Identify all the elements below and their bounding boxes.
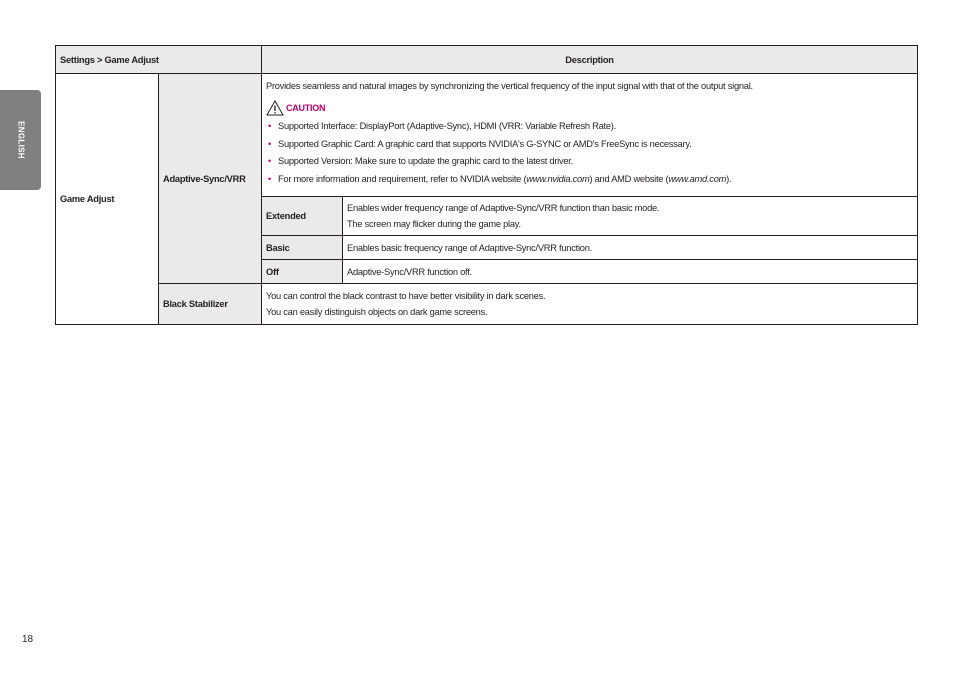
description-line: You can control the black contrast to have better visibility in dark scenes.	[266, 291, 546, 301]
caution-list	[266, 118, 913, 188]
description-line: Enables wider frequency range of Adaptive-Sync/VRR function than basic mode.	[347, 203, 660, 213]
header-settings: Settings > Game Adjust	[56, 46, 262, 74]
setting-black-stabilizer: Black Stabilizer	[159, 284, 262, 325]
bullet-icon: •	[268, 156, 272, 166]
adaptive-sync-intro: Provides seamless and natural images by synchronizing the vertical frequency of the input signal with that of the output signal.	[266, 81, 753, 91]
option-basic: Basic	[262, 236, 343, 260]
bullet-icon: •	[268, 121, 272, 131]
bullet-text: Supported Graphic Card: A graphic card that supports NVIDIA's G-SYNC or AMD's FreeSync is necessary.	[278, 138, 692, 149]
bullet-text: Supported Interface: DisplayPort (Adaptive-Sync), HDMI (VRR: Variable Refresh Rate).	[278, 121, 616, 131]
bullet-text-part: ) and AMD website (	[589, 173, 669, 184]
option-off: Off	[262, 260, 343, 284]
table-row	[56, 284, 918, 325]
bullet-text-part: For more information and requirement, refer to NVIDIA website (	[278, 173, 527, 184]
warning-triangle-icon	[266, 100, 284, 116]
nvidia-url: www.nvidia.com	[526, 173, 590, 184]
list-item	[268, 118, 913, 136]
option-off-description: Adaptive-Sync/VRR function off.	[343, 260, 918, 284]
header-description: Description	[262, 46, 918, 74]
adaptive-sync-description	[262, 74, 918, 197]
option-extended: Extended	[262, 197, 343, 236]
amd-url: www.amd.com	[668, 173, 727, 184]
settings-table	[55, 45, 918, 325]
description-line: You can easily distinguish objects on dark game screens.	[266, 307, 488, 317]
bullet-text-part: ).	[726, 173, 732, 184]
description-line: The screen may flicker during the game play.	[347, 219, 521, 229]
table-row	[56, 74, 918, 197]
section-game-adjust: Game Adjust	[56, 74, 159, 325]
language-label: ENGLISH	[16, 121, 25, 159]
bullet-icon: •	[268, 173, 272, 184]
list-item	[268, 153, 913, 171]
list-item	[268, 171, 913, 189]
list-item	[268, 136, 913, 154]
option-extended-description	[343, 197, 918, 236]
black-stabilizer-description	[262, 284, 918, 325]
caution-label: CAUTION	[286, 103, 326, 113]
bullet-icon: •	[268, 138, 272, 149]
bullet-text	[278, 171, 731, 189]
bullet-text: Supported Version: Make sure to update the graphic card to the latest driver.	[278, 156, 573, 166]
option-basic-description: Enables basic frequency range of Adaptive-Sync/VRR function.	[343, 236, 918, 260]
page-number: 18	[22, 634, 34, 645]
setting-adaptive-sync: Adaptive-Sync/VRR	[159, 74, 262, 284]
language-side-tab	[0, 90, 41, 190]
header-row	[56, 46, 918, 74]
caution-heading	[266, 100, 913, 116]
